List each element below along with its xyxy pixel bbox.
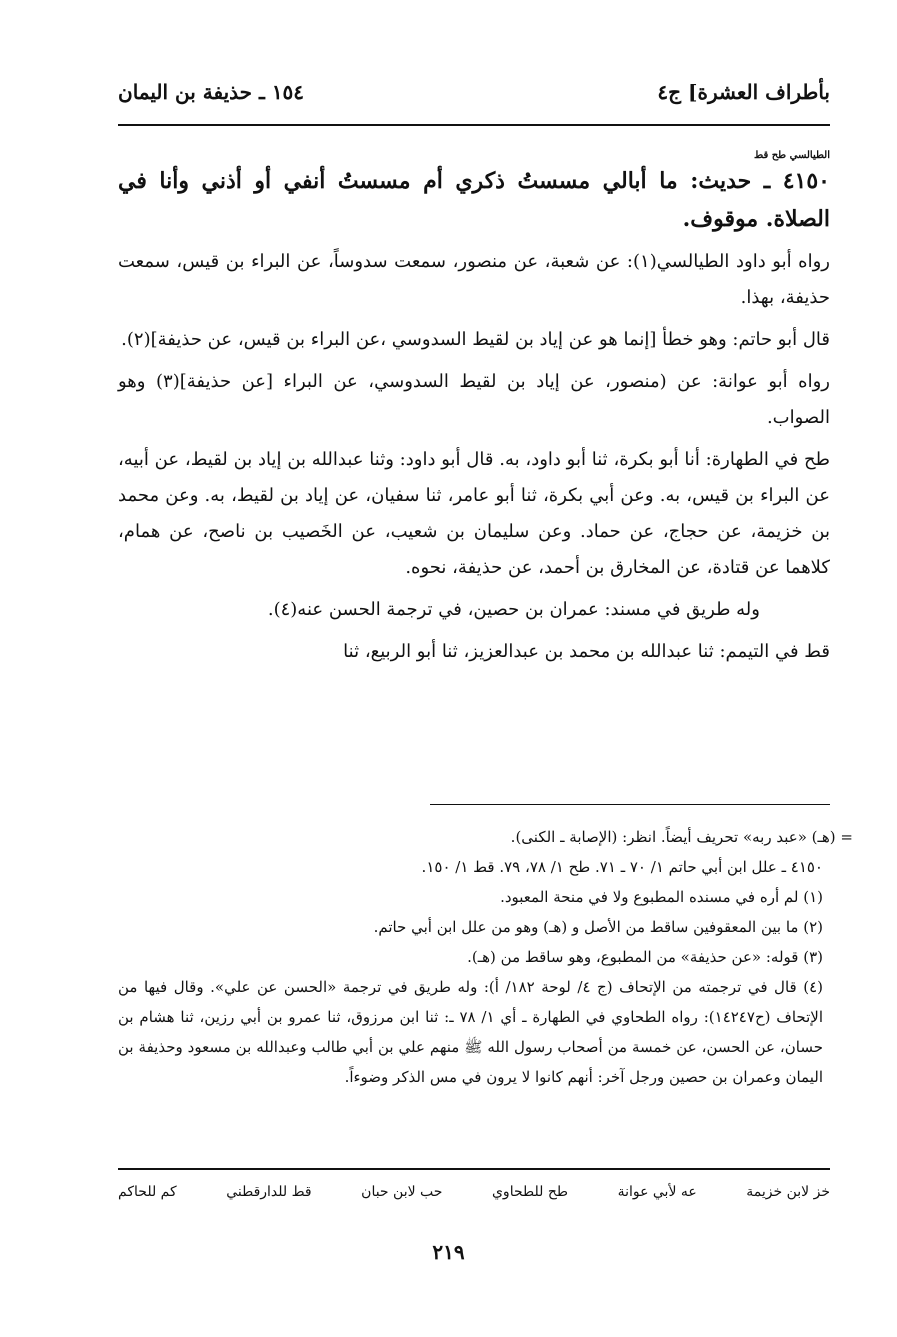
- footnote-continued: = (هـ) «عبد ربه» تحريف أيضاً. انظر: (الإصابة ـ الكنى).: [510, 828, 853, 846]
- hadith-heading: [118, 150, 830, 238]
- footnote-4: (٤) قال في ترجمته من الإتحاف (ج ٤/ لوحة ١٨٢/ أ): وله طريق في ترجمة «الحسن عن علي». وقال فيها من الإتحاف (ح١٤٢٤٧): رواه الطحاوي في الطهارة ـ أي ١/ ٧٨ ـ: ثنا ابن مرزوق، ثنا عمرو بن أبي رزين، ثنا هشام بن حسان، عن الحسن، عن خمسة من أصحاب رسول الله ﷺ منهم علي بن أبي طالب وعبدالله بن مسعود وحذيفة بن اليمان وعمران بن حصين ورجل آخر: أنهم كانوا لا يرون في مس الذكر وضوءاً.: [118, 978, 823, 1086]
- paragraph-musnad: وله طريق في مسند: عمران بن حصين، في ترجمة الحسن عنه(٤).: [267, 599, 760, 620]
- legend-item: حب لابن حبان: [361, 1184, 443, 1200]
- header-section: ١٥٤ ـ حذيفة بن اليمان: [118, 80, 305, 104]
- paragraph-abu-hatim: قال أبو حاتم: وهو خطأ [إنما هو عن إياد بن لقيط السدوسي ،عن البراء بن قيس، عن حذيفة](٢).: [121, 329, 830, 350]
- paragraph-abu-awana: رواه أبو عوانة: عن (منصور، عن إياد بن لقيط السدوسي، عن البراء [عن حذيفة](٣) وهو الصواب.: [118, 371, 830, 428]
- legend-item: خز لابن خزيمة: [746, 1184, 830, 1200]
- legend-item: طح للطحاوي: [491, 1184, 569, 1200]
- abbreviation-legend: [118, 1184, 830, 1200]
- legend-item: كم للحاكم: [118, 1184, 177, 1200]
- paragraph-daraqutni: قط في التيمم: ثنا عبدالله بن محمد بن عبدالعزيز، ثنا أبو الربيع، ثنا: [343, 641, 830, 662]
- paragraph-tayalisi: رواه أبو داود الطيالسي(١): عن شعبة، عن منصور، سمعت سدوساً، عن البراء بن قيس، سمعت حذيفة، بهذا.: [118, 251, 831, 308]
- paragraph-tahawi: طح في الطهارة: أنا أبو بكرة، ثنا أبو داود، به. قال أبو داود: وثنا عبدالله بن إياد بن لقيط، عن أبيه، عن البراء بن قيس، به. وعن أبي بكرة، ثنا أبو عامر، ثنا سفيان، عن إياد بن لقيط، به. وعن محمد بن خزيمة، عن حجاج، عن حماد. وعن سليمان بن شعيب، عن الخَصيب بن ناصح، عن همام، كلاهما عن قتادة، عن المخارق بن أحمد، عن حذيفة، نحوه.: [118, 449, 830, 578]
- legend-rule: [118, 1168, 830, 1170]
- legend-item: عه لأبي عوانة: [617, 1184, 697, 1200]
- footnote-3: (٣) قوله: «عن حذيفة» من المطبوع، وهو ساقط من (هـ).: [467, 948, 823, 966]
- footnote-2: (٢) ما بين المعقوفين ساقط من الأصل و (هـ) وهو من علل ابن أبي حاتم.: [373, 918, 823, 936]
- footnote-rule: [430, 804, 830, 805]
- header-book-title: بأطراف العشرة] ج٤: [657, 80, 830, 104]
- footnote-sources: ٤١٥٠ ـ علل ابن أبي حاتم ١/ ٧٠ ـ ٧١. طح ١/ ٧٨، ٧٩. قط ١/ ١٥٠.: [421, 858, 823, 876]
- hadith-sigla: الطيالسي طح قط: [753, 150, 830, 161]
- footnotes: [118, 822, 853, 1092]
- running-header: [118, 72, 830, 112]
- page-number: ٢١٩: [432, 1240, 465, 1264]
- legend-item: قط للدارقطني: [226, 1184, 312, 1200]
- header-rule: [118, 124, 830, 126]
- hadith-title: ٤١٥٠ ـ حديث: ما أبالي مسستُ ذكري أم مسستُ أنفي أو أذني وأنا في الصلاة. موقوف.: [118, 168, 830, 232]
- main-text: [118, 150, 830, 676]
- footnote-1: (١) لم أره في مسنده المطبوع ولا في منحة المعبود.: [500, 888, 823, 906]
